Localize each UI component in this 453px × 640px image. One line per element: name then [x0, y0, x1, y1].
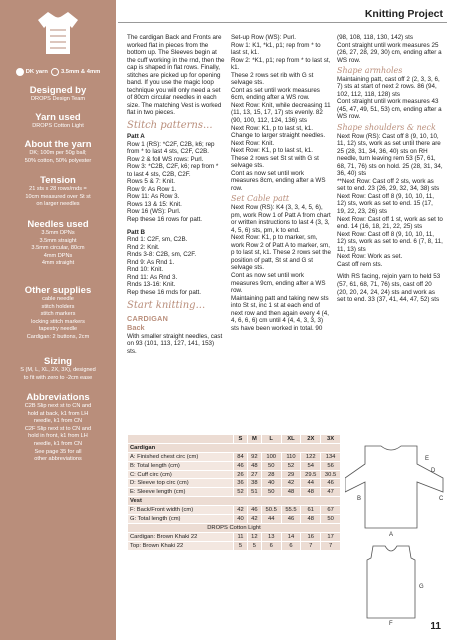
diagram-label-a: A — [389, 532, 394, 538]
other-supplies-section: Other supplies cable needle stitch holders stitch markers locking stitch markers tapestry needle Cardigan: 2 buttons, 2cm — [24, 285, 92, 340]
table-yarn-row: DROPS Cotton Light — [128, 523, 341, 532]
table-row: D: Sleeve top circ (cm) 36 38 40 42 44 46 — [128, 479, 341, 488]
diagram-label-c: C — [439, 496, 444, 502]
page-number: 11 — [430, 621, 441, 632]
patt-b-row: Rnds 13-16: Knit. — [127, 281, 176, 289]
needle-icon — [51, 68, 59, 76]
patt-b-row: Rnd 10: Knit. — [127, 266, 164, 274]
table-row: F: Back/Front width (cm) 42 46 50.5 55.5 61 67 — [128, 506, 341, 515]
set-cable-heading: Set Cable patt — [231, 194, 290, 204]
patt-a-row: Rep these 16 rows for patt. — [127, 216, 203, 224]
instruction-line: Next Row (RS): Cast off 8 (9, 10, 10, 11, 12) sts, work as set until there are 25 (28, 31, 34, 36, 40) sts on RH needle, turn leaving rem 53 (57, 61, 68, 71, 76) sts on hold. 25 (28, 31, 34, 36, 40) sts — [337, 132, 443, 178]
instruction-line: These 2 rows set rib with G st selvage sts. — [231, 71, 314, 87]
yarn-badges — [0, 68, 116, 76]
needle-size-badge: 3.5mm & 4mm — [51, 68, 100, 76]
instruction-line: Cast off rem sts. — [337, 260, 383, 268]
instruction-line: (98, 108, 118, 130, 142) sts — [337, 34, 413, 41]
shape-armholes-heading: Shape armholes — [337, 66, 403, 76]
shape-shoulders-heading: Shape shoulders & neck — [337, 123, 436, 133]
diagram-label-f: F — [389, 621, 393, 626]
about-yarn-section: About the yarn DK; 100m per 50g ball; 50% cotton, 50% polyester — [24, 139, 92, 164]
instruction-line: Row 2: *K1, p1; rep from * to last st, k1. — [231, 56, 331, 72]
patt-a-row: Row 11: As Row 3. — [127, 193, 180, 201]
instruction-line: Cont straight until work measures 43 (45, 47, 49, 51, 53) cm, ending after a WS row. — [337, 98, 442, 121]
diagram-label-g: G — [419, 584, 424, 590]
table-section-row: Cardigan — [128, 443, 341, 452]
instruction-line: Cont as now set until work measures 8cm, ending after a WS row. — [231, 169, 326, 192]
instruction-line: With RS facing, rejoin yarn to held 53 (57, 61, 68, 71, 76) sts, cast off 20 (20, 20, 24, 24, 24) sts and work as set to end. 33 (37, 41, 44, 47, 52) sts — [337, 273, 441, 304]
patt-a-row: Row 2 & foll WS rows: Purl. — [127, 155, 204, 163]
intro-paragraph: The cardigan Back and Fronts are worked flat in pieces from the bottom up. The Sleeves begin at the cuff working in the rnd, then the cap is shaped in flat rows. Finally, stitches are picked up for opening band. If you use the magic loop technique you will only need a set of 80cm circular needles in each size. The matching Vest is worked flat in two pieces. — [127, 34, 225, 117]
instruction-line: Next Row: K1, p to last st, k1. These 2 rows set St st with G st selvage sts. — [231, 147, 319, 170]
table-row: E: Sleeve length (cm) 52 51 50 48 48 47 — [128, 488, 341, 497]
diagram-label-b: B — [357, 496, 362, 502]
patt-b-row: Rnd 11: As Rnd 3. — [127, 273, 178, 281]
patt-b-row: Rnd 9: As Rnd 1. — [127, 258, 175, 266]
table-row: Cardigan: Brown Khaki 22 11 12 13 14 16 17 — [128, 532, 341, 541]
patt-a-row: Row 16 (WS): Purl. — [127, 208, 181, 216]
cardigan-heading: CARDIGAN — [127, 313, 169, 323]
table-section-row: Vest — [128, 497, 341, 506]
sidebar-info-panel — [0, 0, 116, 640]
instruction-line: Next Row (RS): K4 (3, 3, 4, 5, 6), pm, work Row 1 of Patt A from chart or written instructions to last 4 (3, 3, 4, 5, 6) sts, pm, k to end. — [231, 204, 331, 234]
column-2 — [231, 34, 331, 332]
instruction-line: Next Row: Cast off 1 st, work as set to end. 14 (16, 18, 21, 22, 25) sts — [337, 215, 443, 231]
table-row: B: Total length (cm) 46 48 50 52 54 56 — [128, 461, 341, 470]
table-row: A: Finished chest circ (cm) 84 92 100 110 122 134 — [128, 452, 341, 461]
instruction-line: **Next Row: Cast off 2 sts, work as set to end. 23 (26, 29, 32, 34, 38) sts — [337, 177, 440, 193]
table-header-row: S M L XL 2X 3X — [128, 435, 341, 444]
patt-b-row: Rnd 2: Knit. — [127, 243, 160, 251]
yarn-weight-badge: DK yarn — [16, 68, 48, 76]
page-title: Knitting Project — [364, 8, 443, 20]
abbreviations-section: Abbreviations C2B Slip next st to CN and hold at back, k1 from LH needle, k1 from CN C2F Slip next st to CN and hold in front, k1 from LH needle, k1 from CN See page 35 for all other abbreviations — [24, 392, 92, 463]
stitch-patterns-heading: Stitch patterns... — [127, 120, 213, 132]
instruction-line: Cont as set until work measures 6cm, ending after a WS row. — [231, 86, 320, 102]
patt-a-row: Row 3: *C2B, C2F, k6; rep from * to last 4 sts, C2B, C2F. — [127, 163, 219, 178]
back-heading: Back — [127, 323, 145, 333]
header-rule — [118, 22, 447, 23]
patt-b-row: Rep these 16 rnds for patt. — [127, 288, 202, 296]
sizing-table — [127, 434, 341, 551]
column-1 — [127, 34, 225, 355]
patt-a-row: Row 9: As Row 1. — [127, 185, 177, 193]
instruction-line: Next Row: Cast off 8 (9, 10, 10, 11, 12) sts, work as set to end. 15 (17, 19, 22, 23, 26) sts — [337, 192, 435, 216]
patt-b-heading: Patt B — [127, 228, 146, 236]
instruction-line: Row 1: K1, *k1, p1; rep from * to last st, k1. — [231, 41, 321, 57]
yarn-used-section: Yarn used DROPS Cotton Light — [32, 112, 84, 129]
table-row: Top: Brown Khaki 22 5 5 6 6 7 7 — [128, 541, 341, 550]
vest-outline — [367, 546, 415, 618]
start-knitting-heading: Start knitting... — [127, 299, 206, 311]
instruction-line: Next Row: Work as set. — [337, 253, 403, 261]
table-row: G: Total length (cm) 40 42 44 46 48 50 — [128, 515, 341, 524]
sizing-section: Sizing S (M, L, XL, 2X, 3X), designed to fit with zero to -2cm ease — [20, 356, 96, 381]
yarn-ball-icon — [16, 68, 24, 76]
instruction-line: Maintaining patt and taking new sts into St st, inc 1 st at each end of next row and then again every 4 (4, 4, 6, 6, 6) cm until 4 (4, 4, 3, 3, 3) sts have been worked in total. 90 — [231, 294, 329, 332]
schematic-diagram — [345, 438, 447, 626]
instruction-line: Cont as now set until work measures 9cm, ending after a WS row. — [231, 271, 326, 295]
designed-by-section: Designed by DROPS Design Team — [29, 85, 87, 102]
tension-section: Tension 21 sts x 28 rows/rnds = 10cm measured over St st on larger needles — [25, 175, 91, 208]
instruction-line: Next Row: Knit, while decreasing 11 (11, 13, 15, 17, 17) sts evenly. 82 (90, 100, 112, 124, 136) sts — [231, 101, 331, 125]
patt-b-row: Rnds 3-8: C2B, sm, C2F. — [127, 251, 197, 259]
patt-a-heading: Patt A — [127, 133, 145, 141]
instruction-line: Set-up Row (WS): Purl. — [231, 34, 296, 41]
patt-b-row: Rnd 1: C2F, sm, C2B. — [127, 236, 188, 244]
diagram-label-d: D — [431, 468, 436, 474]
needles-used-section: Needles used 3.5mm DPNs 3.5mm straight 3.5mm circular, 80cm 4mm DPNs 4mm straight — [27, 219, 89, 267]
instruction-line: Next Row: K1, p to marker, sm, work Row 2 of Patt A to marker, sm, p to last st, k1. These 2 rows set the position of patt, St st and G st selvage sts. — [231, 234, 331, 272]
table-row: C: Cuff circ (cm) 26 27 28 29 29.5 30.5 — [128, 470, 341, 479]
back-paragraph: With smaller straight needles, cast on 93 (101, 113, 127, 141, 153) sts. — [127, 332, 223, 355]
instruction-line: Next Row: Knit. — [231, 139, 275, 147]
instruction-line: Next Row: Cast off 8 (9, 10, 10, 11, 12) sts, work as set to end. 6 (7, 8, 11, 11, 13) sts — [337, 230, 443, 253]
knitted-top-icon — [36, 8, 80, 58]
patt-a-row: Rows 5 & 7: Knit. — [127, 178, 175, 186]
patt-a-row: Row 1 (RS): *C2F, C2B, k6; rep from * to last 4 sts, C2F, C2B. — [127, 140, 215, 156]
diagram-label-e: E — [425, 456, 430, 462]
instruction-line: Cont straight until work measures 25 (26, 27, 28, 29, 30) cm, ending after a WS row. — [337, 41, 442, 64]
instruction-line: Maintaining patt, cast off 2 (2, 3, 3, 6, 7) sts at start of next 2 rows. 86 (94, 102, 112, 118, 128) sts — [337, 75, 440, 98]
column-3 — [337, 34, 443, 304]
patt-a-row: Rows 13 & 15: Knit. — [127, 200, 182, 208]
instruction-line: Next Row: K1, p to last st, k1. Change to larger straight needles. — [231, 124, 326, 140]
